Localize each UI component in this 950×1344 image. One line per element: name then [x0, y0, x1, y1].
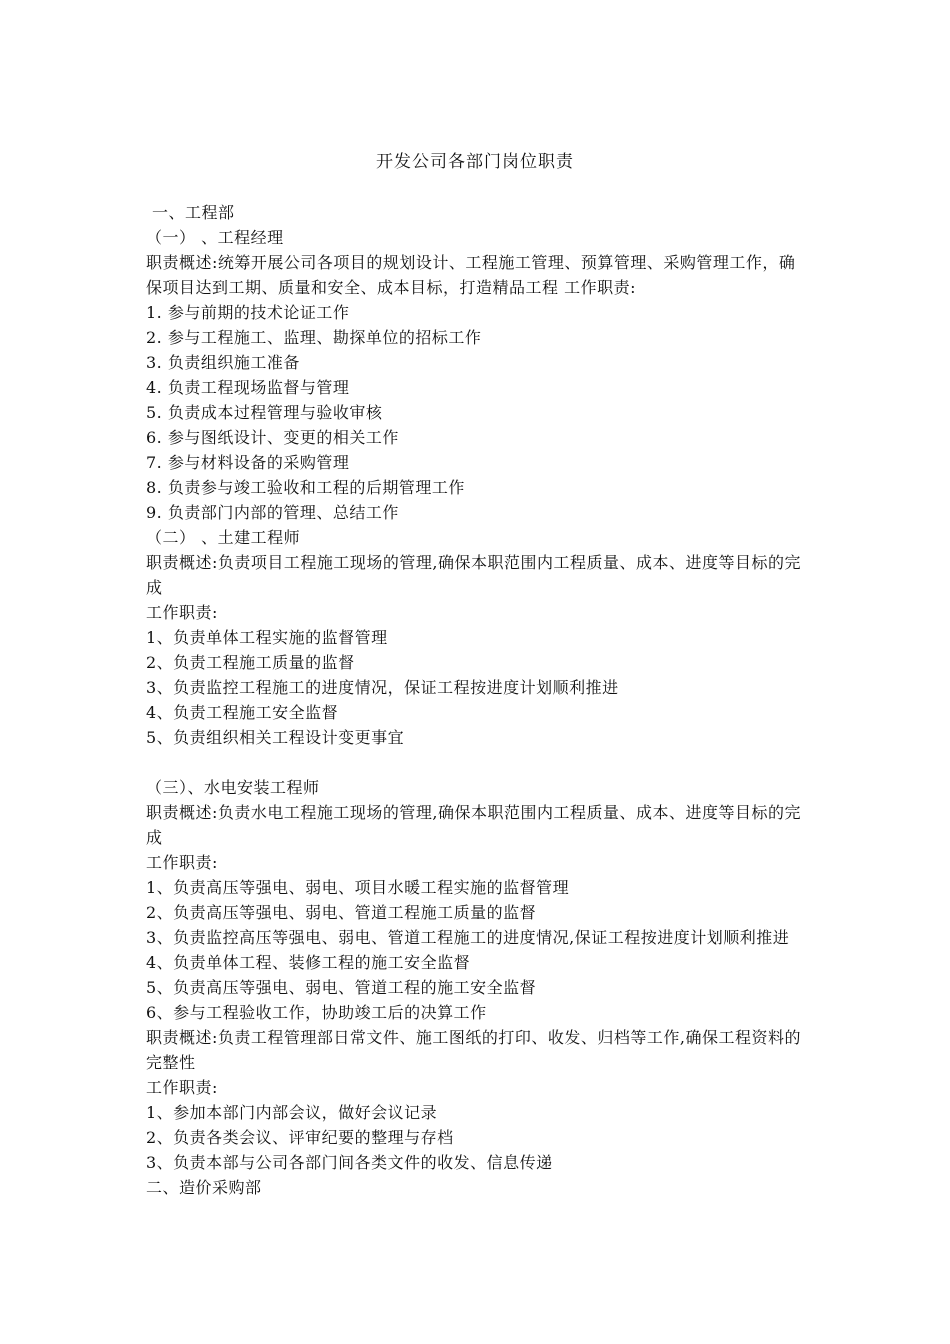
list-item: 3、负责监控高压等强电、弱电、管道工程施工的进度情况,保证工程按进度计划顺利推进 [146, 928, 790, 947]
list-item: 5、负责组织相关工程设计变更事宜 [146, 728, 405, 747]
list-item: 2、负责高压等强电、弱电、管道工程施工质量的监督 [146, 903, 537, 922]
duties-label: 工作职责: [146, 603, 218, 622]
list-item: 6. 参与图纸设计、变更的相关工作 [146, 428, 399, 447]
duty-summary: 职责概述:负责水电工程施工现场的管理,确保本职范围内工程质量、成本、进度等目标的完成 [146, 803, 801, 847]
list-item: 2、负责各类会议、评审纪要的整理与存档 [146, 1128, 454, 1147]
list-item: 8. 负责参与竣工验收和工程的后期管理工作 [146, 478, 465, 497]
duties-label: 工作职责: [146, 853, 218, 872]
list-item: 3、负责本部与公司各部门间各类文件的收发、信息传递 [146, 1153, 553, 1172]
list-item: 5. 负责成本过程管理与验收审核 [146, 403, 383, 422]
list-item: 4. 负责工程现场监督与管理 [146, 378, 350, 397]
list-item: 9. 负责部门内部的管理、总结工作 [146, 503, 399, 522]
duty-summary: 职责概述:统筹开展公司各项目的规划设计、工程施工管理、预算管理、采购管理工作，确保项目达到工期、质量和安全、成本目标，打造精品工程 工作职责: [146, 253, 796, 297]
blank-line [146, 750, 811, 775]
subsection-heading: （三）、水电安装工程师 [146, 778, 320, 797]
list-item: 6、参与工程验收工作，协助竣工后的决算工作 [146, 1003, 487, 1022]
duty-summary: 职责概述:负责工程管理部日常文件、施工图纸的打印、收发、归档等工作,确保工程资料的完整性 [146, 1028, 801, 1072]
list-item: 5、负责高压等强电、弱电、管道工程的施工安全监督 [146, 978, 537, 997]
list-item: 4、负责工程施工安全监督 [146, 703, 339, 722]
document-title: 开发公司各部门岗位职责 [376, 152, 574, 172]
document-body [146, 200, 811, 1200]
list-item: 4、负责单体工程、装修工程的施工安全监督 [146, 953, 471, 972]
list-item: 1. 参与前期的技术论证工作 [146, 303, 350, 322]
list-item: 2. 参与工程施工、监理、勘探单位的招标工作 [146, 328, 482, 347]
list-item: 3. 负责组织施工准备 [146, 353, 300, 372]
duty-summary: 职责概述:负责项目工程施工现场的管理,确保本职范围内工程质量、成本、进度等目标的完成 [146, 553, 801, 597]
list-item: 2、负责工程施工质量的监督 [146, 653, 355, 672]
subsection-heading: （一） 、工程经理 [146, 228, 284, 247]
subsection-heading: （二） 、土建工程师 [146, 528, 301, 547]
duties-label: 工作职责: [146, 1078, 218, 1097]
list-item: 3、负责监控工程施工的进度情况，保证工程按进度计划顺利推进 [146, 678, 619, 697]
list-item: 1、负责高压等强电、弱电、项目水暖工程实施的监督管理 [146, 878, 570, 897]
list-item: 7. 参与材料设备的采购管理 [146, 453, 350, 472]
list-item: 1、参加本部门内部会议，做好会议记录 [146, 1103, 438, 1122]
section-heading: 一、工程部 [152, 203, 235, 222]
list-item: 1、负责单体工程实施的监督管理 [146, 628, 388, 647]
section-heading: 二、造价采购部 [146, 1178, 262, 1197]
